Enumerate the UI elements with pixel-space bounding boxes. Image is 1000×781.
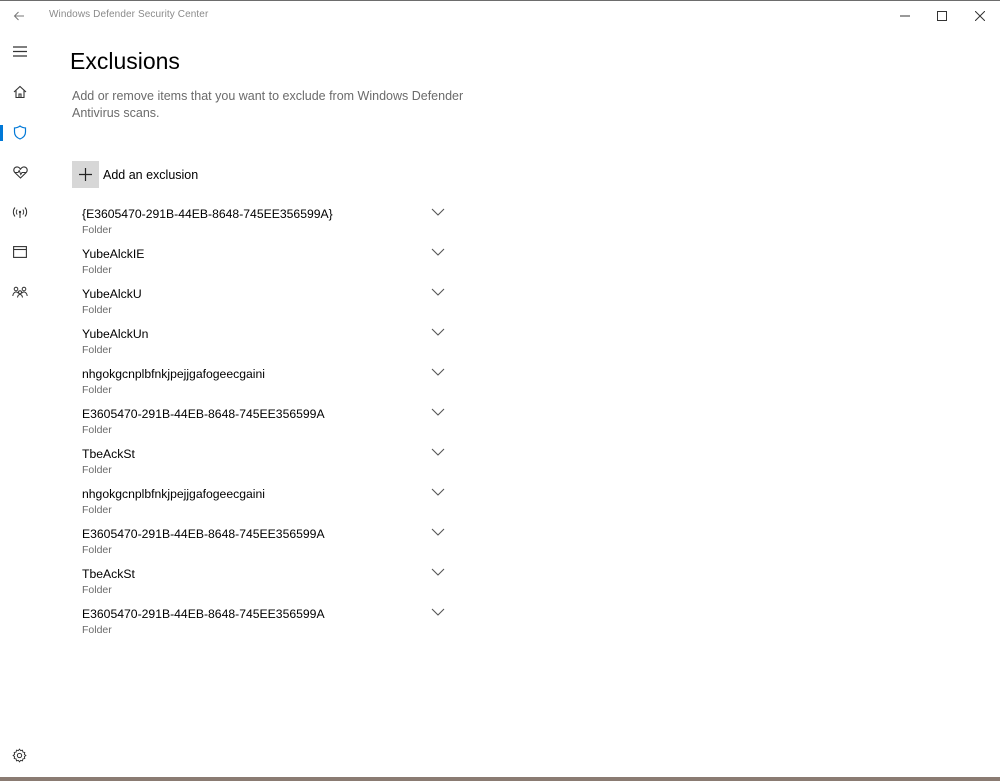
exclusion-name: {E3605470-291B-44EB-8648-745EE356599A}	[82, 207, 333, 221]
exclusion-item[interactable]	[72, 241, 456, 281]
expand-chevron-button[interactable]	[430, 566, 446, 578]
exclusion-type: Folder	[82, 504, 112, 516]
nav-item-firewall-network[interactable]	[0, 194, 40, 230]
exclusion-item[interactable]	[72, 201, 456, 241]
expand-chevron-button[interactable]	[430, 486, 446, 498]
exclusion-name: E3605470-291B-44EB-8648-745EE356599A	[82, 607, 325, 621]
back-button[interactable]	[8, 5, 30, 27]
chevron-down-icon	[431, 408, 445, 416]
exclusion-name: E3605470-291B-44EB-8648-745EE356599A	[82, 407, 325, 421]
desktop-taskbar-edge	[0, 777, 1000, 781]
close-icon	[975, 11, 985, 21]
app-browser-icon	[13, 246, 27, 258]
expand-chevron-button[interactable]	[430, 246, 446, 258]
exclusion-type: Folder	[82, 464, 112, 476]
exclusion-name: YubeAlckUn	[82, 327, 149, 341]
chevron-down-icon	[431, 368, 445, 376]
nav-item-device-health[interactable]	[0, 154, 40, 190]
exclusion-name: nhgokgcnplbfnkjpejjgafogeecgaini	[82, 367, 265, 381]
minimize-icon	[900, 11, 910, 21]
chevron-down-icon	[431, 448, 445, 456]
exclusion-type: Folder	[82, 544, 112, 556]
add-plus-tile	[72, 161, 99, 188]
exclusion-type: Folder	[82, 624, 112, 636]
nav-item-app-browser-control[interactable]	[0, 234, 40, 270]
exclusion-item[interactable]	[72, 521, 456, 561]
chevron-down-icon	[431, 208, 445, 216]
nav-item-home[interactable]	[0, 74, 40, 110]
hamburger-menu-button[interactable]	[0, 33, 40, 69]
chevron-down-icon	[431, 608, 445, 616]
heart-pulse-icon	[13, 166, 28, 179]
expand-chevron-button[interactable]	[430, 366, 446, 378]
back-arrow-icon	[13, 10, 25, 22]
expand-chevron-button[interactable]	[430, 406, 446, 418]
nav-item-family-options[interactable]	[0, 274, 40, 310]
page-description: Add or remove items that you want to exclude from Windows Defender Antivirus scans.	[72, 89, 464, 120]
exclusion-list	[72, 201, 456, 641]
exclusion-item[interactable]	[72, 281, 456, 321]
gear-icon	[12, 748, 27, 763]
exclusion-type: Folder	[82, 584, 112, 596]
exclusion-name: YubeAlckIE	[82, 247, 145, 261]
chevron-down-icon	[431, 248, 445, 256]
add-exclusion-label: Add an exclusion	[103, 167, 199, 182]
exclusion-item[interactable]	[72, 361, 456, 401]
exclusion-item[interactable]	[72, 401, 456, 441]
exclusion-name: TbeAckSt	[82, 567, 135, 581]
exclusion-type: Folder	[82, 304, 112, 316]
window-title: Windows Defender Security Center	[49, 9, 209, 20]
expand-chevron-button[interactable]	[430, 526, 446, 538]
maximize-icon	[937, 11, 947, 21]
page-title: Exclusions	[70, 48, 180, 74]
expand-chevron-button[interactable]	[430, 326, 446, 338]
exclusion-type: Folder	[82, 224, 112, 236]
chevron-down-icon	[431, 328, 445, 336]
home-icon	[13, 85, 27, 99]
expand-chevron-button[interactable]	[430, 286, 446, 298]
expand-chevron-button[interactable]	[430, 446, 446, 458]
exclusion-type: Folder	[82, 384, 112, 396]
exclusion-item[interactable]	[72, 481, 456, 521]
chevron-down-icon	[431, 528, 445, 536]
plus-icon	[79, 168, 92, 181]
exclusion-type: Folder	[82, 344, 112, 356]
exclusion-type: Folder	[82, 264, 112, 276]
exclusion-name: YubeAlckU	[82, 287, 142, 301]
family-icon	[12, 286, 28, 298]
exclusion-name: E3605470-291B-44EB-8648-745EE356599A	[82, 527, 325, 541]
expand-chevron-button[interactable]	[430, 606, 446, 618]
chevron-down-icon	[431, 288, 445, 296]
settings-button[interactable]	[8, 744, 30, 766]
chevron-down-icon	[431, 568, 445, 576]
title-bar	[0, 1, 1000, 31]
shield-icon	[13, 125, 27, 140]
exclusion-item[interactable]	[72, 601, 456, 641]
exclusion-type: Folder	[82, 424, 112, 436]
close-button[interactable]	[962, 1, 998, 31]
minimize-button[interactable]	[887, 1, 923, 31]
navigation-rail	[0, 31, 40, 781]
add-exclusion-button[interactable]	[72, 161, 198, 188]
exclusion-name: nhgokgcnplbfnkjpejjgafogeecgaini	[82, 487, 265, 501]
exclusion-item[interactable]	[72, 441, 456, 481]
exclusion-name: TbeAckSt	[82, 447, 135, 461]
chevron-down-icon	[431, 488, 445, 496]
maximize-button[interactable]	[924, 1, 960, 31]
wireless-network-icon	[12, 206, 28, 219]
hamburger-menu-icon	[13, 46, 27, 57]
exclusion-item[interactable]	[72, 561, 456, 601]
exclusion-item[interactable]	[72, 321, 456, 361]
nav-item-virus-protection[interactable]	[0, 114, 40, 150]
expand-chevron-button[interactable]	[430, 206, 446, 218]
